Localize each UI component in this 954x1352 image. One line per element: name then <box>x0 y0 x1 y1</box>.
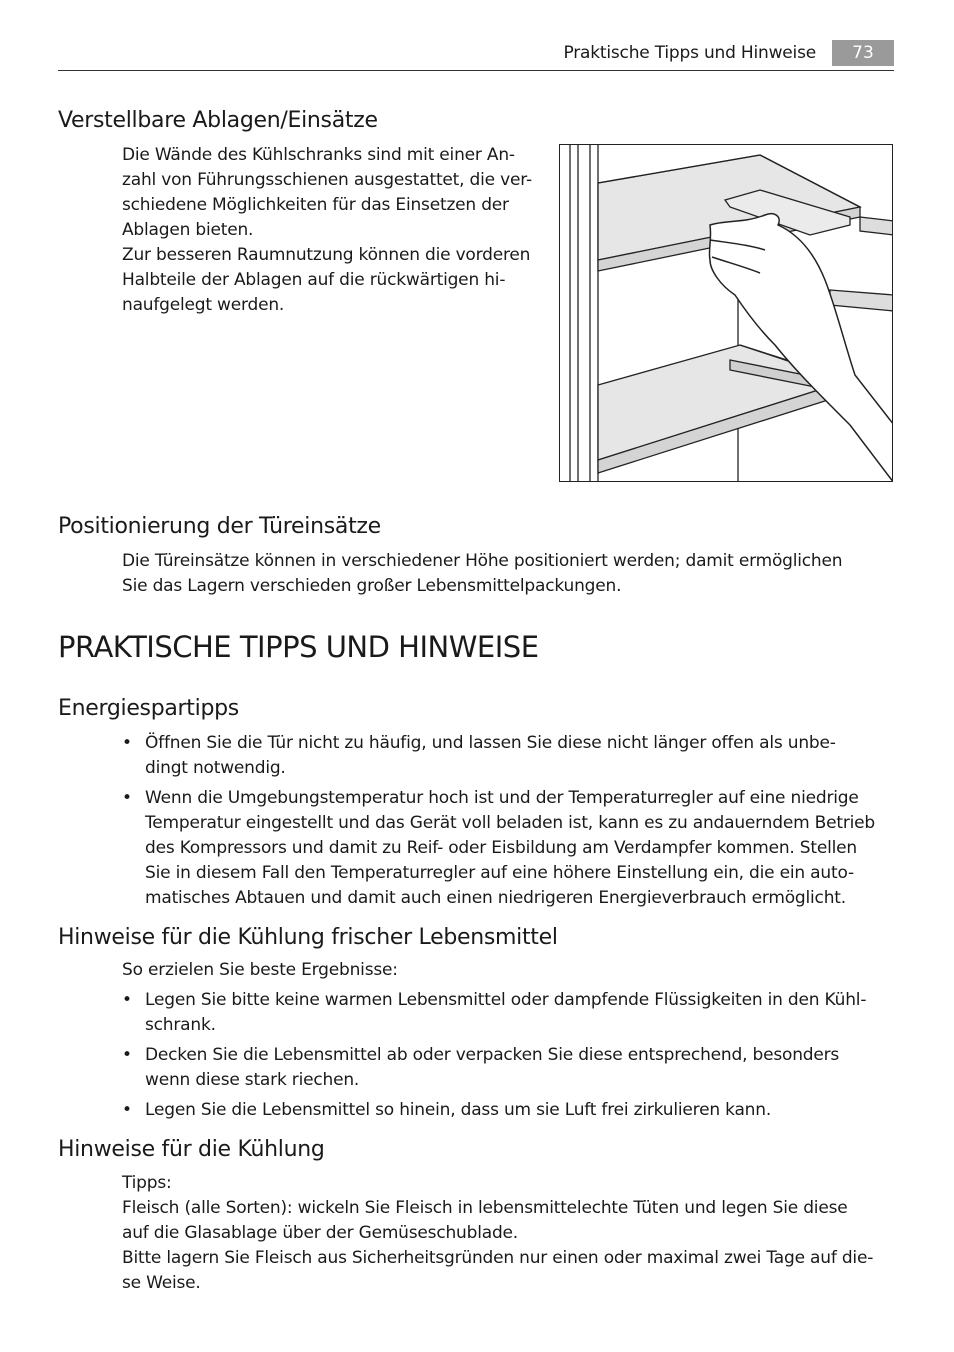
text-line: zahl von Führungsschienen ausgestattet, die ver- <box>122 170 532 190</box>
energy-bullet-list <box>122 731 902 916</box>
text-line: Temperatur eingestellt und das Gerät voll beladen ist, kann es zu andauerndem Betrieb <box>145 813 876 833</box>
bullet-icon: • <box>122 733 132 753</box>
bullet-icon: • <box>122 788 132 808</box>
text-line: So erzielen Sie beste Ergebnisse: <box>122 960 398 980</box>
heading-cooling: Hinweise für die Kühlung <box>58 1137 325 1162</box>
text-line: Wenn die Umgebungstemperatur hoch ist und der Temperaturregler auf eine niedrige <box>145 788 859 808</box>
text-line: Die Wände des Kühlschranks sind mit einer An- <box>122 145 515 165</box>
paragraph-door-inserts <box>122 549 902 599</box>
running-title: Praktische Tipps und Hinweise <box>563 43 816 63</box>
list-item <box>122 1043 902 1093</box>
list-item <box>122 1098 902 1123</box>
text-line: Halbteile der Ablagen auf die rückwärtigen hi- <box>122 270 506 290</box>
text-line: Ablagen bieten. <box>122 220 254 240</box>
bullet-icon: • <box>122 1045 132 1065</box>
list-item <box>122 731 902 781</box>
text-line: Sie in diesem Fall den Temperaturregler auf eine höhere Einstellung ein, die ein auto- <box>145 863 854 883</box>
heading-fresh-food: Hinweise für die Kühlung frischer Lebensmittel <box>58 925 558 950</box>
running-header <box>58 40 894 70</box>
text-line: dingt notwendig. <box>145 758 286 778</box>
heading-energy: Energiespartipps <box>58 696 239 721</box>
list-item <box>122 786 902 911</box>
main-heading: PRAKTISCHE TIPPS UND HINWEISE <box>58 630 539 664</box>
text-line: Fleisch (alle Sorten): wickeln Sie Fleisch in lebensmittelechte Tüten und legen Sie diese <box>122 1198 848 1218</box>
text-line: Zur besseren Raumnutzung können die vorderen <box>122 245 531 265</box>
list-item <box>122 988 902 1038</box>
heading-door-inserts: Positionierung der Türeinsätze <box>58 514 381 539</box>
header-rule <box>58 70 894 71</box>
text-line: auf die Glasablage über der Gemüseschublade. <box>122 1223 519 1243</box>
text-line: wenn diese stark riechen. <box>145 1070 360 1090</box>
text-line: naufgelegt werden. <box>122 295 285 315</box>
text-line: Legen Sie die Lebensmittel so hinein, dass um sie Luft frei zirkulieren kann. <box>145 1100 772 1120</box>
bullet-icon: • <box>122 990 132 1010</box>
shelf-hand-drawing <box>560 145 893 482</box>
paragraph-cooling <box>122 1171 902 1296</box>
text-line: Legen Sie bitte keine warmen Lebensmittel oder dampfende Flüssigkeiten in den Kühl- <box>145 990 867 1010</box>
text-line: Bitte lagern Sie Fleisch aus Sicherheitsgründen nur einen oder maximal zwei Tage auf die- <box>122 1248 874 1268</box>
heading-shelves: Verstellbare Ablagen/Einsätze <box>58 108 378 133</box>
shelf-illustration <box>559 144 893 482</box>
text-line: schiedene Möglichkeiten für das Einsetzen der <box>122 195 509 215</box>
text-line: schrank. <box>145 1015 216 1035</box>
text-line: se Weise. <box>122 1273 201 1293</box>
fresh-food-bullet-list <box>122 988 902 1128</box>
text-line: Sie das Lagern verschieden großer Lebensmittelpackungen. <box>122 576 622 596</box>
text-line: Öffnen Sie die Tür nicht zu häufig, und lassen Sie diese nicht länger offen als unbe- <box>145 733 836 753</box>
paragraph-shelves <box>122 143 552 318</box>
text-line: des Kompressors und damit zu Reif- oder Eisbildung am Verdampfer kommen. Stellen <box>145 838 858 858</box>
text-line: Decken Sie die Lebensmittel ab oder verpacken Sie diese entsprechend, besonders <box>145 1045 840 1065</box>
text-line: matisches Abtauen und damit auch einen niedrigeren Energieverbrauch ermöglicht. <box>145 888 846 908</box>
text-line: Die Türeinsätze können in verschiedener Höhe positioniert werden; damit ermöglichen <box>122 551 843 571</box>
text-line: Tipps: <box>122 1173 172 1193</box>
page-number: 73 <box>832 40 894 66</box>
fresh-food-intro <box>122 958 902 983</box>
bullet-icon: • <box>122 1100 132 1120</box>
